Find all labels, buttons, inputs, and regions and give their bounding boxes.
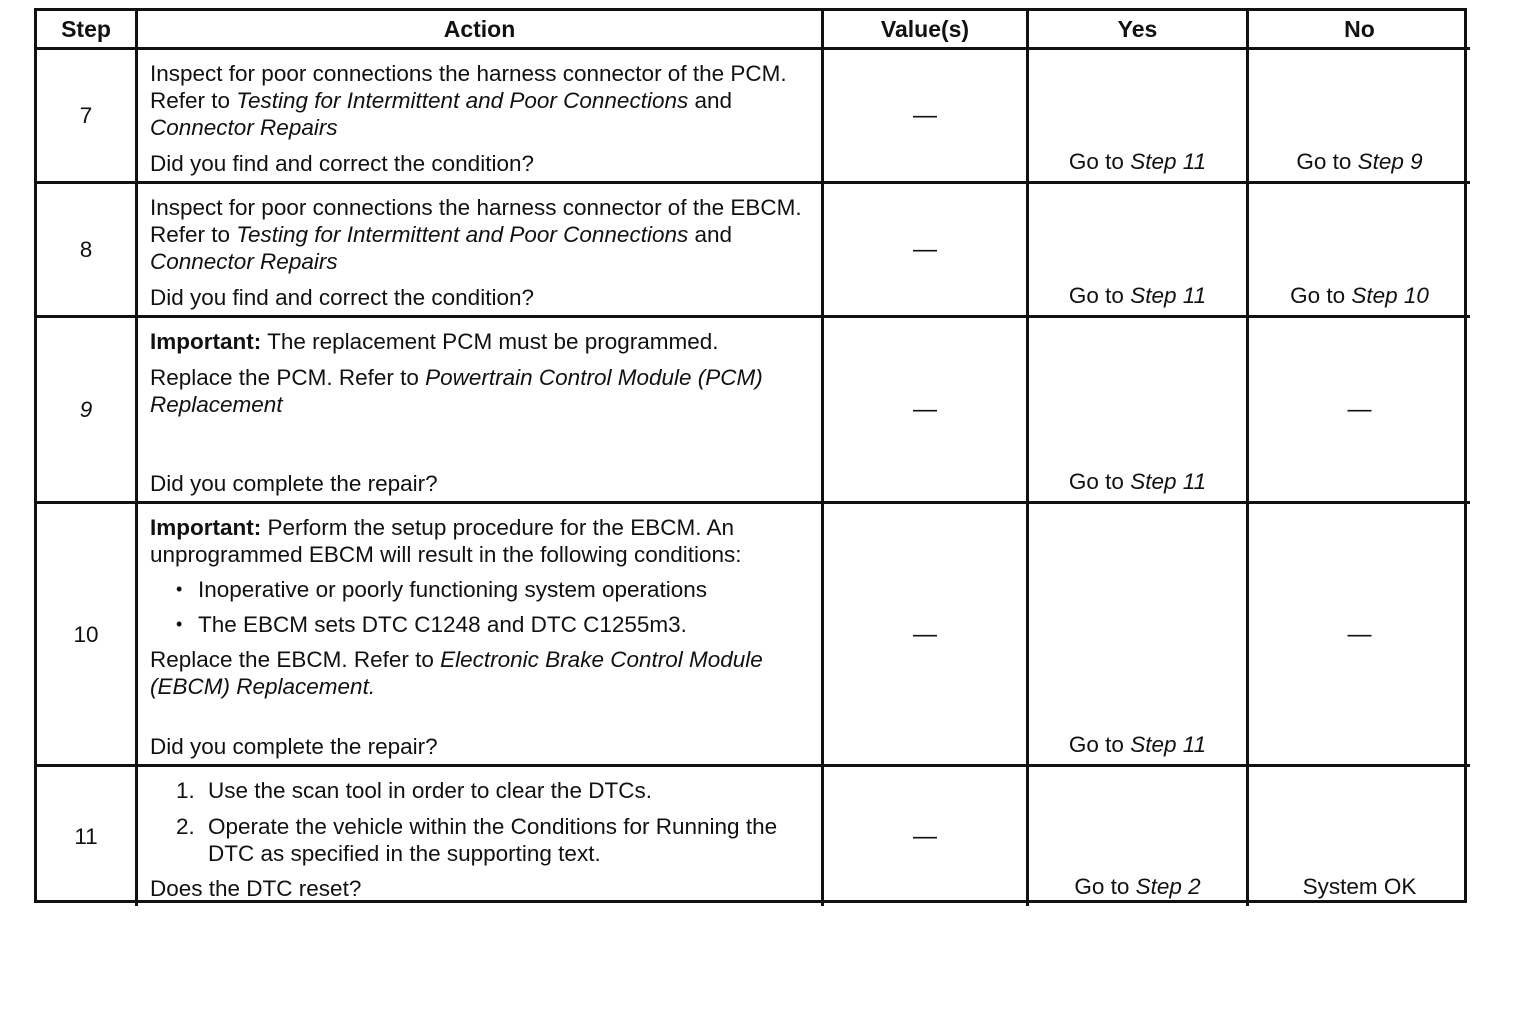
action-cell <box>138 767 824 906</box>
no-cell: — <box>1249 504 1470 767</box>
important-note: Important: Perform the setup procedure for the EBCM. An unprogrammed EBCM will result in the following conditions: <box>150 515 742 567</box>
action-question: Did you complete the repair? <box>150 734 438 759</box>
action-cell <box>138 50 824 184</box>
yes-cell <box>1029 184 1249 318</box>
value-cell: — <box>824 318 1029 504</box>
header-step: Step <box>37 11 138 50</box>
no-goto: Go to Step 9 <box>1296 149 1423 174</box>
header-values: Value(s) <box>824 11 1029 50</box>
list-item: 2. Operate the vehicle within the Conditions for Running the DTC as specified in the supporting text. <box>176 814 778 866</box>
yes-goto: Go to Step 11 <box>1068 469 1207 494</box>
action-text: Inspect for poor connections the harness connector of the EBCM. Refer to Testing for Intermittent and Poor Connections and Connector Repairs <box>150 195 802 274</box>
replace-instruction: Replace the EBCM. Refer to Electronic Brake Control Module (EBCM) Replacement. <box>150 647 763 699</box>
action-question: Does the DTC reset? <box>150 876 362 901</box>
step-number: 9 <box>37 318 138 504</box>
step-number: 8 <box>37 184 138 318</box>
yes-cell <box>1029 318 1249 504</box>
no-cell <box>1249 50 1470 184</box>
step-number: 7 <box>37 50 138 184</box>
diagnostic-table <box>34 8 1467 903</box>
action-text: Inspect for poor connections the harness connector of the PCM. Refer to Testing for Intermittent and Poor Connections and Connector Repairs <box>150 61 787 140</box>
replace-instruction: Replace the PCM. Refer to Powertrain Control Module (PCM) Replacement <box>150 365 763 417</box>
yes-goto: Go to Step 2 <box>1074 874 1201 899</box>
yes-cell <box>1029 767 1249 906</box>
no-result: System OK <box>1302 874 1417 899</box>
value-cell: — <box>824 50 1029 184</box>
condition-list <box>150 576 809 638</box>
value-cell: — <box>824 767 1029 906</box>
no-cell: — <box>1249 318 1470 504</box>
list-item: • The EBCM sets DTC C1248 and DTC C1255m3. <box>176 611 809 638</box>
header-action: Action <box>138 11 824 50</box>
list-item: 1. Use the scan tool in order to clear the DTCs. <box>176 778 652 803</box>
yes-cell <box>1029 50 1249 184</box>
important-note: Important: The replacement PCM must be programmed. <box>150 329 719 354</box>
value-cell: — <box>824 184 1029 318</box>
no-cell <box>1249 184 1470 318</box>
action-cell <box>138 504 824 767</box>
header-yes: Yes <box>1029 11 1249 50</box>
yes-goto: Go to Step 11 <box>1068 732 1207 757</box>
action-question: Did you complete the repair? <box>150 471 438 496</box>
numbered-steps <box>150 777 809 867</box>
no-cell <box>1249 767 1470 906</box>
value-cell: — <box>824 504 1029 767</box>
action-cell <box>138 318 824 504</box>
list-item: • Inoperative or poorly functioning system operations <box>176 576 809 603</box>
yes-goto: Go to Step 11 <box>1068 149 1207 174</box>
yes-cell <box>1029 504 1249 767</box>
step-number: 10 <box>37 504 138 767</box>
action-question: Did you find and correct the condition? <box>150 151 534 176</box>
step-number: 11 <box>37 767 138 906</box>
no-goto: Go to Step 10 <box>1290 283 1429 308</box>
action-question: Did you find and correct the condition? <box>150 285 534 310</box>
yes-goto: Go to Step 11 <box>1068 283 1207 308</box>
action-cell <box>138 184 824 318</box>
header-no: No <box>1249 11 1470 50</box>
